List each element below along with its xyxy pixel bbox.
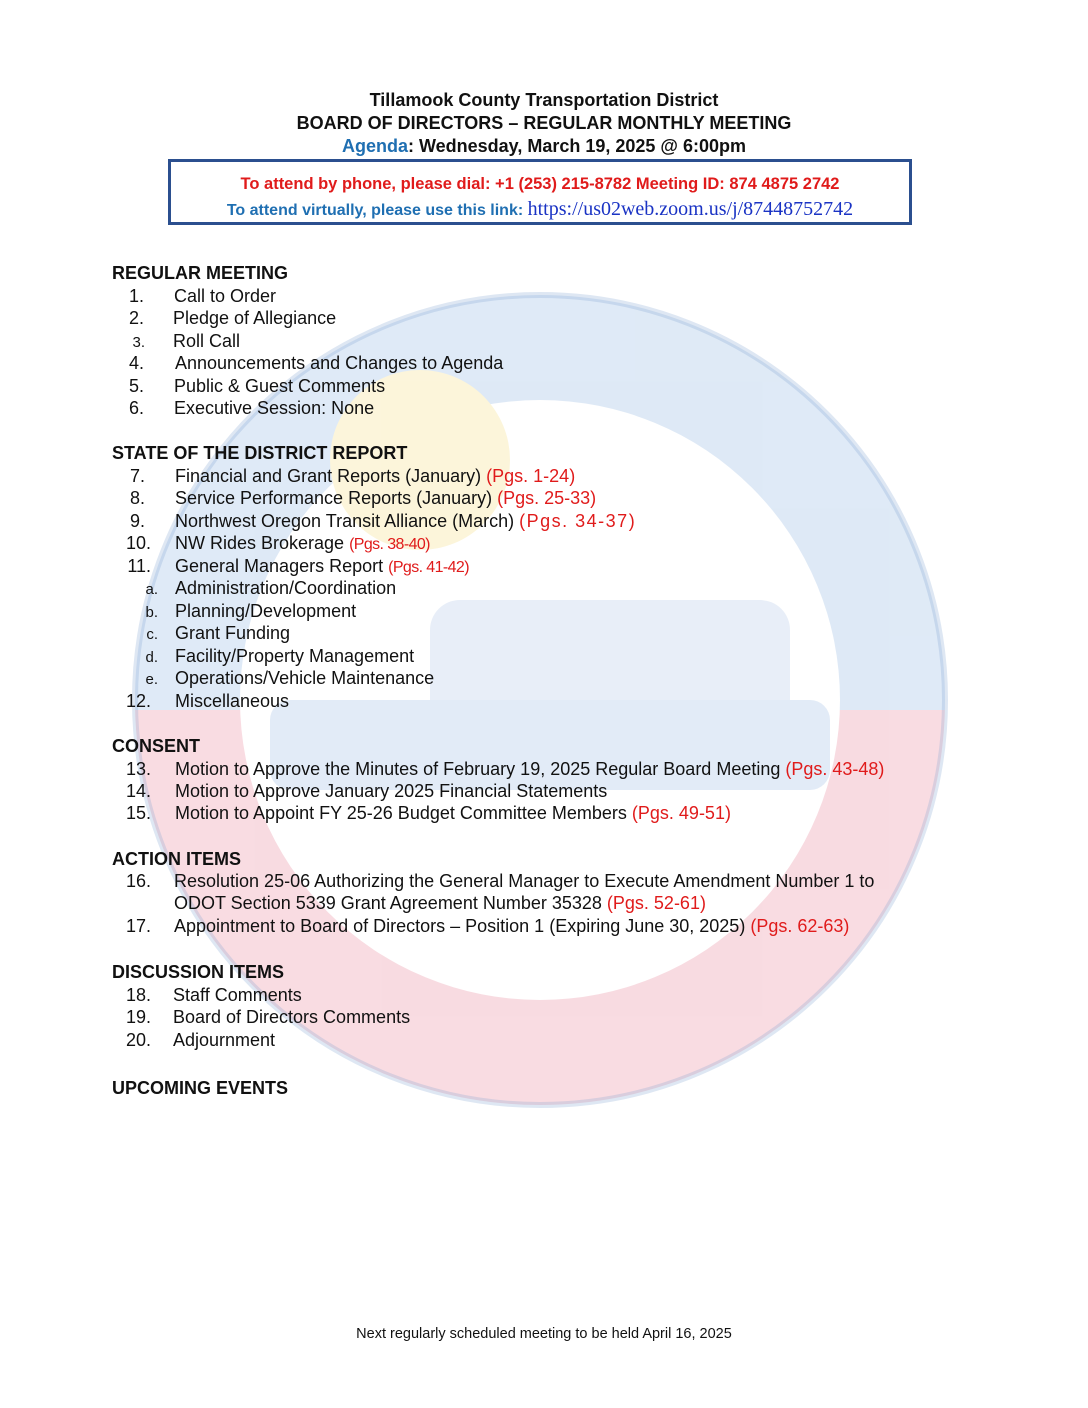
item-number: 8. [129,488,145,508]
subitem-letter: c. [146,626,158,643]
meeting-title: BOARD OF DIRECTORS – REGULAR MONTHLY MEETING [296,113,792,133]
item-text: Board of Directors Comments [173,1007,411,1027]
page-ref: (Pgs. 52-61) [606,893,706,913]
item-text: Pledge of Allegiance [173,308,337,328]
section-discussion-items: DISCUSSION ITEMS [112,962,285,982]
subitem-letter: d. [145,649,158,666]
item-number: 10. [125,533,151,553]
item-text: Miscellaneous [175,691,290,711]
item-text: Executive Session: None [174,398,375,418]
page-ref: (Pgs. 25-33) [497,488,597,508]
virtual-attend-line [171,198,909,221]
item-line [174,893,706,914]
zoom-link[interactable]: https://us02web.zoom.us/j/87448752742 [527,198,854,220]
item-text: Motion to Approve January 2025 Financial Statements [175,781,608,801]
item-text: Service Performance Reports (January) [175,488,498,508]
item-line [175,488,596,509]
item-text: Announcements and Changes to Agenda [175,353,504,373]
item-text: General Managers Report [175,556,389,576]
item-line [175,759,884,780]
item-number: 16. [125,871,151,891]
item-text: Public & Guest Comments [174,376,386,396]
item-line [175,466,575,487]
page-ref: (Pgs. 1-24) [486,466,576,486]
subitem-letter: e. [145,671,158,688]
item-line [175,556,469,577]
item-number: 14. [125,781,151,801]
page-ref: (Pgs. 43-48) [785,759,885,779]
section-upcoming-events: UPCOMING EVENTS [112,1078,289,1098]
page-ref: (Pgs. 38-40) [349,536,430,553]
section-action-items: ACTION ITEMS [112,849,241,869]
item-text: Adjournment [173,1030,276,1050]
item-text: Grant Funding [175,623,291,643]
subitem-letter: a. [145,581,158,598]
phone-dial-in: To attend by phone, please dial: +1 (253) 215-8782 Meeting ID: 874 4875 2742 [240,175,840,193]
item-text: Planning/Development [175,601,357,621]
item-number: 1. [128,286,144,306]
item-line [175,803,731,824]
item-number: 12. [125,691,151,711]
item-text: NW Rides Brokerage [175,533,350,553]
item-text: Facility/Property Management [175,646,415,666]
item-number: 19. [125,1007,151,1027]
item-number: 9. [129,511,145,531]
page-ref: (Pgs. 49-51) [631,803,731,823]
subitem-letter: b. [145,604,158,621]
item-text: Motion to Approve the Minutes of February 19, 2025 Regular Board Meeting [175,759,786,779]
virtual-label: To attend virtually, please use this link: [226,202,528,219]
attendance-info-box [168,159,912,225]
item-number: 20. [125,1030,151,1050]
item-number: 7. [129,466,145,486]
item-line [175,511,636,532]
page-ref: (Pgs. 34-37) [519,511,637,531]
agenda-date: : Wednesday, March 19, 2025 @ 6:00pm [407,136,747,156]
item-text: Roll Call [173,331,241,351]
item-text: Call to Order [174,286,277,306]
item-number: 3. [132,334,145,351]
item-text: Staff Comments [173,985,302,1005]
section-consent: CONSENT [112,736,201,756]
item-number: 4. [128,353,144,373]
item-text: Operations/Vehicle Maintenance [175,668,435,688]
item-number: 6. [128,398,144,418]
item-text: Motion to Appoint FY 25-26 Budget Committee Members [175,803,632,823]
item-number: 2. [128,308,144,328]
item-number: 13. [125,759,151,779]
item-number: 5. [128,376,144,396]
agenda-header [0,89,1088,158]
item-text: Northwest Oregon Transit Alliance (March) [175,511,520,531]
agenda-date-line [0,135,1088,158]
page-ref: (Pgs. 62-63) [750,916,850,936]
org-name: Tillamook County Transportation District [369,90,719,110]
section-state-of-district: STATE OF THE DISTRICT REPORT [112,443,408,463]
section-regular-meeting: REGULAR MEETING [112,263,289,283]
item-number: 17. [125,916,151,936]
item-line [175,533,430,554]
agenda-word: Agenda [341,136,408,156]
item-text: Resolution 25-06 Authorizing the General Manager to Execute Amendment Number 1 to [174,871,875,891]
item-text: Appointment to Board of Directors – Position 1 (Expiring June 30, 2025) [174,916,751,936]
item-text: ODOT Section 5339 Grant Agreement Number 35328 [174,893,607,913]
item-number: 11. [127,556,151,576]
item-line [174,916,849,937]
next-meeting-footer: Next regularly scheduled meeting to be held April 16, 2025 [356,1326,732,1342]
item-text: Administration/Coordination [175,578,397,598]
page-ref: (Pgs. 41-42) [388,559,469,576]
item-text: Financial and Grant Reports (January) [175,466,487,486]
item-number: 18. [125,985,151,1005]
item-number: 15. [125,803,151,823]
